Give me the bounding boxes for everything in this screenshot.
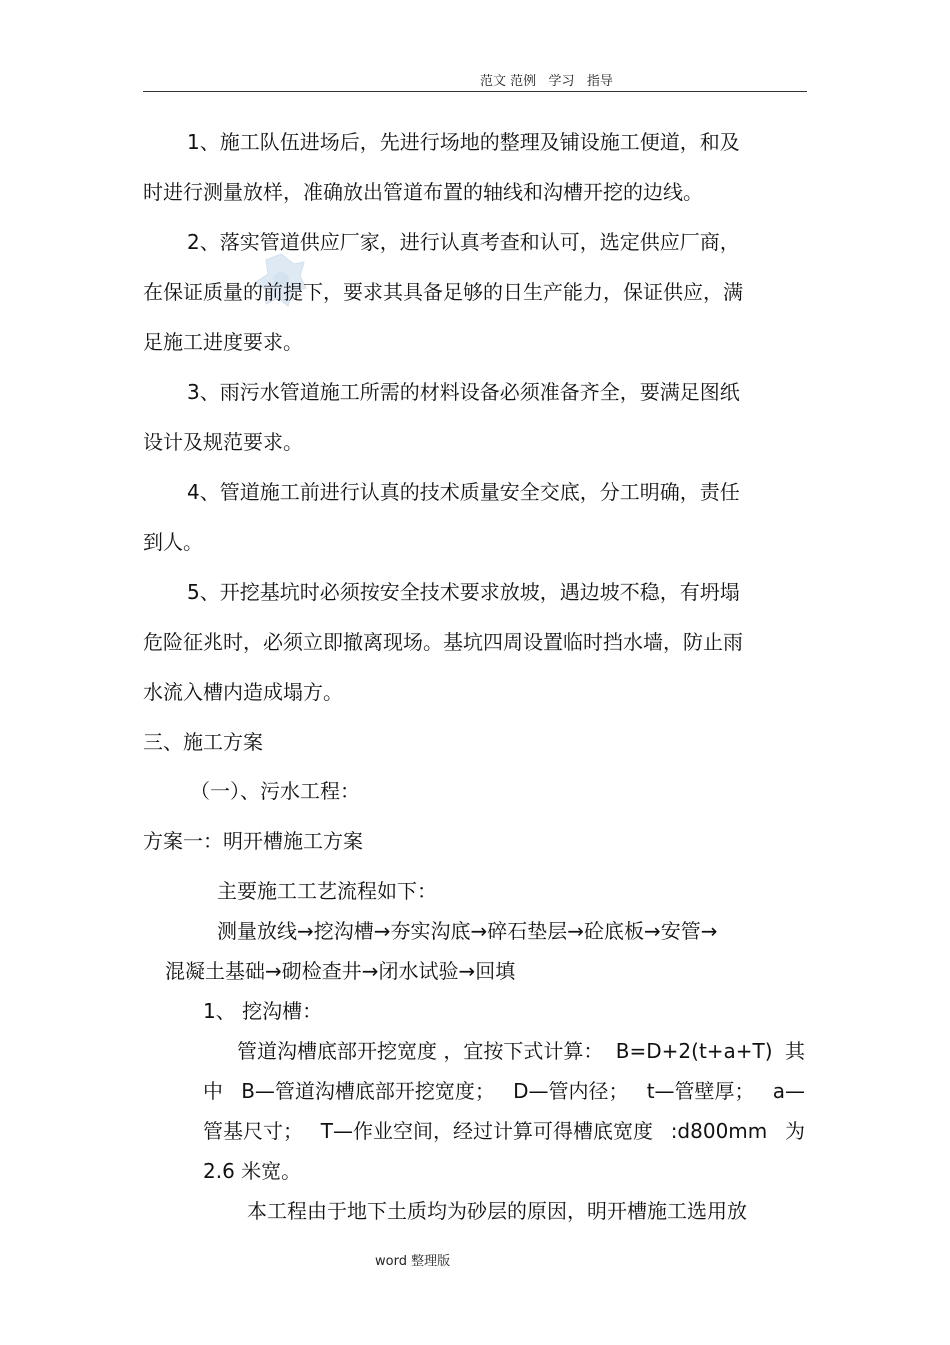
formula-term: D—管内径； — [513, 1079, 629, 1103]
paragraph-line: 5、开挖基坑时必须按安全技术要求放坡，遇边坡不稳，有坍塌 — [187, 580, 740, 604]
formula-line — [203, 1077, 805, 1105]
page-footer: word 整理版 — [375, 1254, 451, 1269]
formula-term: B—管道沟槽底部开挖宽度； — [241, 1079, 495, 1103]
paragraph-line: 1、施工队伍进场后，先进行场地的整理及铺设施工便道，和及 — [187, 130, 740, 154]
paragraph-line: 时进行测量放样，准确放出管道布置的轴线和沟槽开挖的边线。 — [143, 180, 703, 204]
formula-text: T—作业空间，经过计算可得槽底宽度 — [320, 1119, 653, 1143]
header-divider — [143, 91, 807, 92]
formula-text: 中 — [203, 1079, 223, 1103]
process-flow-line: 混凝土基础→砌检查井→闭水试验→回填 — [165, 959, 516, 983]
paragraph-line: 水流入槽内造成塌方。 — [143, 680, 343, 704]
formula-term: t—管壁厚； — [646, 1079, 755, 1103]
paragraph-line: 本工程由于地下土质均为砂层的原因，明开槽施工选用放 — [247, 1199, 747, 1223]
plan-heading: 方案一：明开槽施工方案 — [143, 829, 363, 853]
formula-value: :d800mm — [670, 1119, 768, 1143]
paragraph-line: 足施工进度要求。 — [143, 330, 303, 354]
process-intro: 主要施工工艺流程如下： — [217, 879, 437, 903]
formula-term: 管基尺寸； — [203, 1119, 303, 1143]
formula-term: a— — [772, 1079, 805, 1103]
process-flow-line: 测量放线→挖沟槽→夯实沟底→碎石垫层→砼底板→安管→ — [217, 919, 718, 943]
formula-line — [203, 1117, 805, 1145]
formula-line — [237, 1037, 805, 1065]
paragraph-line: 4、管道施工前进行认真的技术质量安全交底，分工明确，责任 — [187, 480, 740, 504]
header-text: 范文 范例 学习 指导 — [480, 74, 613, 89]
formula-expression: B=D+2(t+a+T) — [615, 1039, 773, 1063]
step-heading: 1、 挖沟槽： — [203, 999, 323, 1023]
paragraph-line: 在保证质量的前提下，要求其具备足够的日生产能力，保证供应，满 — [143, 280, 743, 304]
section-heading: 三、施工方案 — [143, 730, 263, 754]
paragraph-line: 危险征兆时，必须立即撤离现场。基坑四周设置临时挡水墙，防止雨 — [143, 630, 743, 654]
formula-result: 2.6 米宽。 — [203, 1159, 302, 1183]
formula-text: 为 — [785, 1119, 805, 1143]
paragraph-line: 3、雨污水管道施工所需的材料设备必须准备齐全，要满足图纸 — [187, 380, 740, 404]
formula-text: 管道沟槽底部开挖宽度 ，宜按下式计算： — [237, 1039, 604, 1063]
paragraph-line: 2、落实管道供应厂家，进行认真考查和认可，选定供应厂商， — [187, 230, 740, 254]
paragraph-line: 到人。 — [143, 530, 203, 554]
formula-text: 其 — [785, 1039, 805, 1063]
subsection-heading: （一）、污水工程： — [190, 779, 360, 803]
paragraph-line: 设计及规范要求。 — [143, 430, 303, 454]
